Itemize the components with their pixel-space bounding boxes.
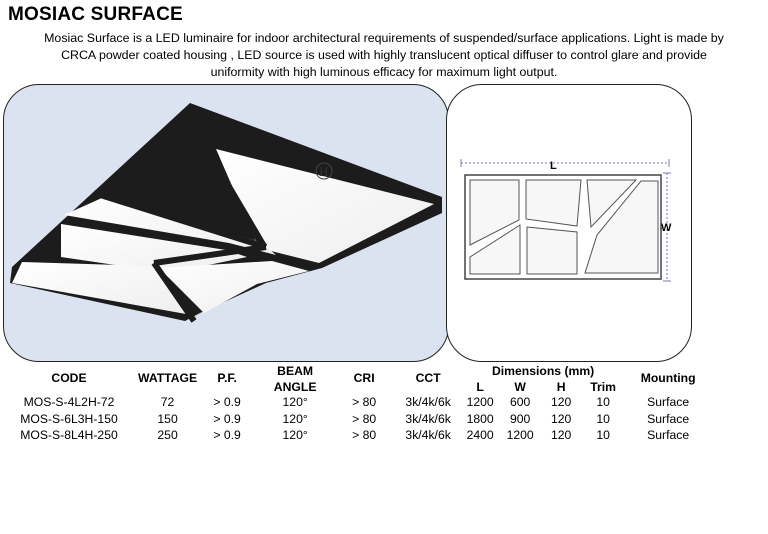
table-cell: 900 xyxy=(509,411,531,426)
page-title: MOSIAC SURFACE xyxy=(8,4,183,25)
product-photo-panel xyxy=(3,84,449,362)
table-cell: > 80 xyxy=(352,428,377,443)
table-cell: 150 xyxy=(157,411,178,426)
col-wattage: WATTAGE xyxy=(138,370,198,385)
table-cell: 3k/4k/6k xyxy=(405,395,451,410)
table-cell: > 80 xyxy=(352,411,377,426)
table-cell: 1200 xyxy=(466,395,494,410)
table-row xyxy=(0,411,711,428)
description-line: uniformity with high luminous efficacy for maximum light output. xyxy=(210,65,558,79)
table-cell: MOS-S-8L4H-250 xyxy=(20,428,118,443)
table-cell: 120° xyxy=(282,395,308,410)
dimension-drawing xyxy=(447,85,692,362)
table-cell: 2400 xyxy=(466,428,494,443)
table-cell: 3k/4k/6k xyxy=(405,428,451,443)
table-cell: MOS-S-6L3H-150 xyxy=(20,411,118,426)
table-cell: 120 xyxy=(550,428,572,443)
product-description xyxy=(6,30,762,81)
table-cell: 1200 xyxy=(506,428,534,443)
table-cell: Surface xyxy=(647,395,690,410)
table-cell: 250 xyxy=(157,428,178,443)
table-cell: MOS-S-4L2H-72 xyxy=(23,395,115,410)
col-trim: Trim xyxy=(590,380,616,394)
table-header-row xyxy=(0,361,711,378)
length-label: L xyxy=(550,160,557,172)
table-cell: 1800 xyxy=(466,411,494,426)
description-line: CRCA powder coated housing , LED source is used with highly translucent optical diffuser to control glare and provide xyxy=(61,48,707,62)
col-code: CODE xyxy=(51,370,87,385)
table-cell: 600 xyxy=(509,395,531,410)
spec-table xyxy=(0,361,711,444)
table-cell: Surface xyxy=(647,428,690,443)
col-cri: CRI xyxy=(353,370,375,385)
table-cell: > 0.9 xyxy=(213,428,241,443)
table-cell: Surface xyxy=(647,411,690,426)
table-cell: > 0.9 xyxy=(213,411,241,426)
logo-letter: H xyxy=(319,164,329,179)
product-image xyxy=(4,85,449,362)
col-length: L xyxy=(476,380,484,394)
table-cell: 10 xyxy=(596,411,610,426)
col-height: H xyxy=(556,380,566,394)
width-label: W xyxy=(661,222,672,234)
table-cell: 120° xyxy=(282,411,308,426)
col-cct: CCT xyxy=(415,370,441,385)
table-cell: 10 xyxy=(596,395,610,410)
col-pf: P.F. xyxy=(217,370,237,385)
col-dimensions: Dimensions (mm) xyxy=(491,363,595,378)
col-beam-angle-bottom: ANGLE xyxy=(273,380,317,394)
table-cell: 120° xyxy=(282,428,308,443)
table-cell: 120 xyxy=(550,395,572,410)
table-cell: > 0.9 xyxy=(213,395,241,410)
table-cell: 72 xyxy=(160,395,175,410)
col-beam-angle-top: BEAM xyxy=(277,363,314,378)
dimension-drawing-panel xyxy=(446,84,692,362)
table-row xyxy=(0,427,711,444)
table-row xyxy=(0,394,711,411)
table-cell: 120 xyxy=(550,411,572,426)
table-cell: 3k/4k/6k xyxy=(405,411,451,426)
col-width: W xyxy=(514,380,526,394)
description-line: Mosiac Surface is a LED luminaire for indoor architectural requirements of suspended/surface applications. Light is made by xyxy=(44,31,724,45)
col-mounting: Mounting xyxy=(640,370,696,385)
table-cell: > 80 xyxy=(352,395,377,410)
table-cell: 10 xyxy=(596,428,610,443)
